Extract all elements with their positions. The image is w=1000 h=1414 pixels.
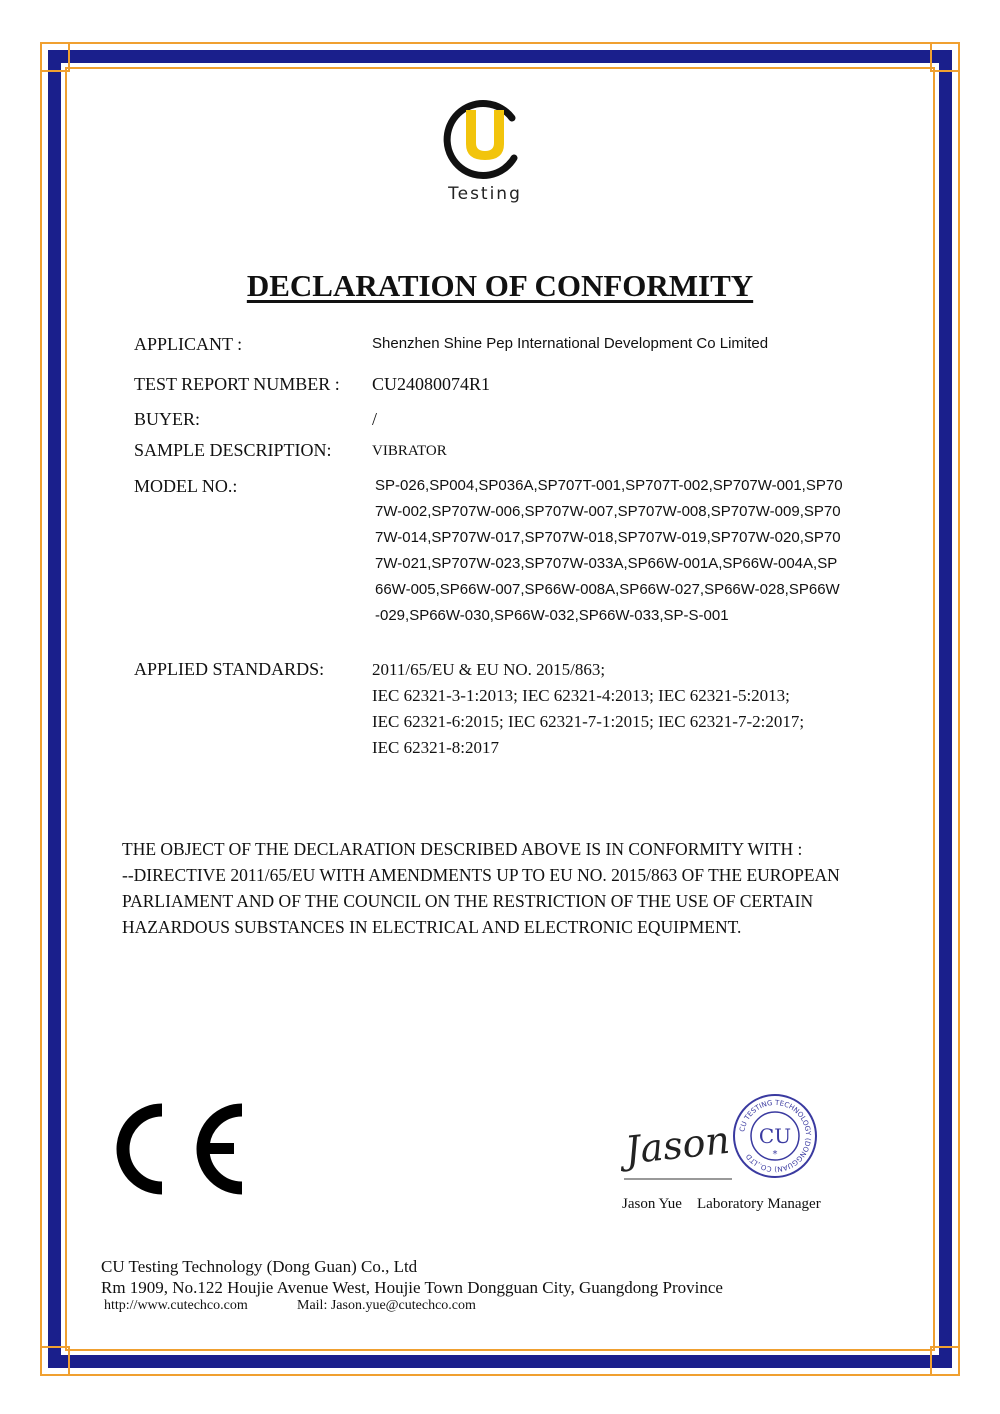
- declaration-line: HAZARDOUS SUBSTANCES IN ELECTRICAL AND ELECTRONIC EQUIPMENT.: [122, 917, 742, 937]
- seal-star-icon: *: [772, 1149, 778, 1160]
- seal-ring-text: CU TESTING TECHNOLOGY (DONGGUAN) CO.,LTD: [738, 1098, 813, 1174]
- sample-description-value: VIBRATOR: [372, 443, 447, 459]
- signatory-position: Laboratory Manager: [697, 1196, 821, 1212]
- report-number-label: TEST REPORT NUMBER :: [134, 374, 340, 394]
- page-title: DECLARATION OF CONFORMITY: [246, 268, 754, 303]
- buyer-label: BUYER:: [134, 409, 201, 429]
- footer-mail-link[interactable]: Mail: Jason.yue@cutechco.com: [297, 1298, 476, 1313]
- footer-company: CU Testing Technology (Dong Guan) Co., Ltd: [101, 1257, 418, 1276]
- logo-caption: Testing: [448, 184, 522, 204]
- seal-center-text: CU: [758, 1124, 792, 1148]
- footer-address: Rm 1909, No.122 Houjie Avenue West, Houjie Town Dongguan City, Guangdong Province: [101, 1278, 723, 1297]
- sample-description-label: SAMPLE DESCRIPTION:: [134, 440, 332, 460]
- declaration-line: PARLIAMENT AND OF THE COUNCIL ON THE RESTRICTION OF THE USE OF CERTAIN: [122, 891, 814, 911]
- logo-u-shape: [466, 110, 504, 160]
- standard-line: 2011/65/EU & EU NO. 2015/863;: [372, 660, 606, 679]
- applied-standards-label: APPLIED STANDARDS:: [134, 659, 325, 679]
- model-line: 7W-002,SP707W-006,SP707W-007,SP707W-008,SP707W-009,SP70: [375, 503, 841, 520]
- model-line: 66W-005,SP66W-007,SP66W-008A,SP66W-027,SP66W-028,SP66W: [375, 581, 840, 598]
- declaration-line: THE OBJECT OF THE DECLARATION DESCRIBED ABOVE IS IN CONFORMITY WITH :: [122, 839, 803, 859]
- ce-mark-icon: [112, 1100, 252, 1198]
- frame-corner-bottom-left: [40, 1346, 70, 1376]
- report-number-value: CU24080074R1: [372, 374, 491, 394]
- model-number-label: MODEL NO.:: [134, 476, 238, 496]
- applicant-value: Shenzhen Shine Pep International Development Co Limited: [372, 335, 769, 352]
- signature-handwriting: Jason: [623, 1117, 732, 1173]
- applicant-label: APPLICANT :: [134, 334, 243, 354]
- ce-mark-c: [123, 1110, 162, 1188]
- buyer-value: /: [372, 409, 378, 429]
- signature-image: [620, 1105, 736, 1185]
- cu-testing-logo: [440, 96, 530, 184]
- frame-corner-top-left: [40, 42, 70, 72]
- standard-line: IEC 62321-6:2015; IEC 62321-7-1:2015; IEC 62321-7-2:2017;: [372, 712, 805, 731]
- standard-line: IEC 62321-8:2017: [372, 738, 500, 757]
- standard-line: IEC 62321-3-1:2013; IEC 62321-4:2013; IEC 62321-5:2013;: [372, 686, 790, 705]
- signatory-name: Jason Yue: [622, 1196, 682, 1212]
- model-line: 7W-021,SP707W-023,SP707W-033A,SP66W-001A,SP66W-004A,SP: [375, 555, 838, 572]
- model-line: 7W-014,SP707W-017,SP707W-018,SP707W-019,SP707W-020,SP70: [375, 529, 841, 546]
- frame-corner-bottom-right: [930, 1346, 960, 1376]
- model-line: SP-026,SP004,SP036A,SP707T-001,SP707T-002,SP707W-001,SP70: [375, 477, 843, 494]
- ce-mark-e-bar: [204, 1143, 234, 1154]
- declaration-line: --DIRECTIVE 2011/65/EU WITH AMENDMENTS UP TO EU NO. 2015/863 OF THE EUROPEAN: [122, 865, 840, 885]
- company-seal: [732, 1093, 818, 1179]
- frame-corner-top-right: [930, 42, 960, 72]
- footer-website-link[interactable]: http://www.cutechco.com: [104, 1298, 248, 1313]
- model-line: -029,SP66W-030,SP66W-032,SP66W-033,SP-S-001: [375, 607, 729, 624]
